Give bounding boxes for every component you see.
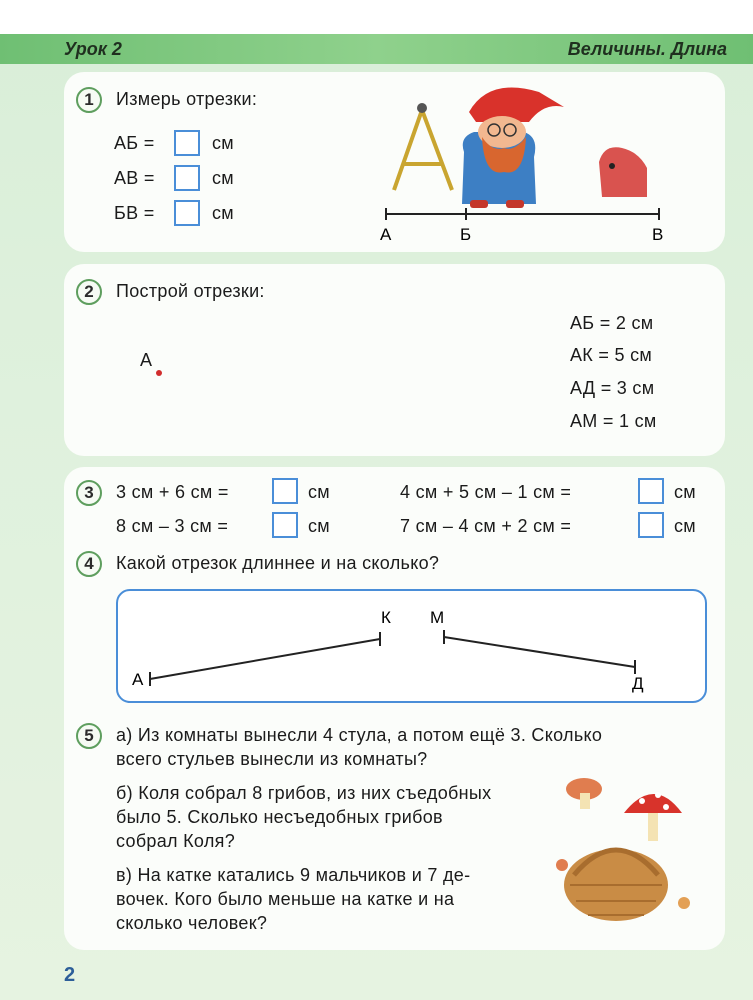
mushrooms-basket-illustration	[554, 765, 694, 927]
lesson-title: Урок 2	[64, 39, 122, 59]
point-a-dot[interactable]	[156, 370, 162, 376]
answer-box-bv[interactable]	[174, 200, 200, 226]
task1-row-av-label: АВ =	[114, 168, 155, 188]
task3-expr-2-unit: см	[674, 482, 696, 502]
top-margin	[0, 0, 753, 34]
task3-expr-1: 3 см + 6 см =	[116, 482, 229, 502]
task2-point-label: А	[140, 350, 153, 370]
tasks-345-card	[64, 467, 725, 950]
compass-pivot	[417, 103, 427, 113]
lesson-topic: Величины. Длина	[567, 39, 727, 59]
gnome-with-compass-illustration	[364, 82, 684, 217]
task1-card	[64, 72, 725, 252]
answer-box-expr-2[interactable]	[638, 478, 664, 504]
task5-b-line3: собрал Коля?	[116, 831, 236, 851]
dog	[599, 147, 647, 197]
answer-box-expr-3[interactable]	[272, 512, 298, 538]
task5-b-line1: б) Коля собрал 8 грибов, из них съедобных	[116, 783, 492, 803]
task2-title: Построй отрезки:	[116, 281, 265, 301]
label-k: К	[381, 608, 391, 627]
task1-row-ab-label: АБ =	[114, 133, 155, 153]
task4-segments-drawing	[118, 591, 705, 701]
task3-number: 3	[76, 480, 102, 506]
task5-c-line3: сколько человек?	[116, 913, 268, 933]
fly-agaric-spot-2	[655, 792, 661, 798]
segment-md[interactable]	[444, 637, 635, 667]
task5-a-line2: всего стульев вынесли из комнаты?	[116, 749, 428, 769]
page-number: 2	[64, 964, 76, 986]
small-mushroom-2	[678, 897, 690, 909]
point-label-v: В	[652, 225, 664, 244]
task5-c-line2: вочек. Кого было меньше на катке и на	[116, 889, 455, 909]
answer-box-ab[interactable]	[174, 130, 200, 156]
task3-expr-2: 4 см + 5 см – 1 см =	[400, 482, 572, 502]
dog-eye	[609, 163, 615, 169]
label-a: А	[132, 670, 144, 689]
task3-expr-1-unit: см	[308, 482, 330, 502]
task1-title: Измерь отрезки:	[116, 89, 258, 109]
segment-abv	[364, 202, 684, 252]
compass	[394, 110, 452, 190]
task3-expr-3-unit: см	[308, 516, 330, 536]
fly-agaric-stem	[648, 813, 658, 841]
task2-item-ak: АК = 5 см	[570, 345, 653, 365]
task1-row-av-unit: см	[212, 168, 234, 188]
task3-expr-4: 7 см – 4 см + 2 см =	[400, 516, 572, 536]
task4-title: Какой отрезок длиннее и на сколько?	[116, 553, 440, 573]
task1-row-ab-unit: см	[212, 133, 234, 153]
task4-segments-frame	[116, 589, 707, 703]
point-label-a: А	[380, 225, 392, 244]
answer-box-expr-1[interactable]	[272, 478, 298, 504]
task4-number: 4	[76, 551, 102, 577]
task1-row-bv-unit: см	[212, 203, 234, 223]
lesson-header	[0, 34, 753, 64]
label-m: М	[430, 608, 445, 627]
task5-c-line1: в) На катке катались 9 мальчиков и 7 де-	[116, 865, 471, 885]
point-label-b: Б	[460, 225, 472, 244]
fly-agaric-cap	[624, 794, 682, 813]
task2-item-am: АМ = 1 см	[570, 411, 657, 431]
task3-expr-4-unit: см	[674, 516, 696, 536]
fly-agaric-spot-1	[639, 798, 645, 804]
fly-agaric-spot-3	[663, 804, 669, 810]
label-d: Д	[632, 674, 644, 693]
task2-number: 2	[76, 279, 102, 305]
task2-item-ad: АД = 3 см	[570, 378, 655, 398]
task2-card	[64, 264, 725, 456]
task2-item-ab: АБ = 2 см	[570, 313, 654, 333]
task3-expr-3: 8 см – 3 см =	[116, 516, 229, 536]
segment-ak[interactable]	[150, 639, 380, 679]
gnome-hat	[469, 88, 564, 123]
task5-number: 5	[76, 723, 102, 749]
task1-row-bv-label: БВ =	[114, 203, 155, 223]
small-mushroom	[556, 859, 568, 871]
task5-b-line2: было 5. Сколько несъедобных грибов	[116, 807, 443, 827]
answer-box-expr-4[interactable]	[638, 512, 664, 538]
answer-box-av[interactable]	[174, 165, 200, 191]
task1-number: 1	[76, 87, 102, 113]
mushroom-stem-1	[580, 793, 590, 809]
task5-a-line1: а) Из комнаты вынесли 4 стула, а потом ещё 3. Сколько	[116, 725, 603, 745]
